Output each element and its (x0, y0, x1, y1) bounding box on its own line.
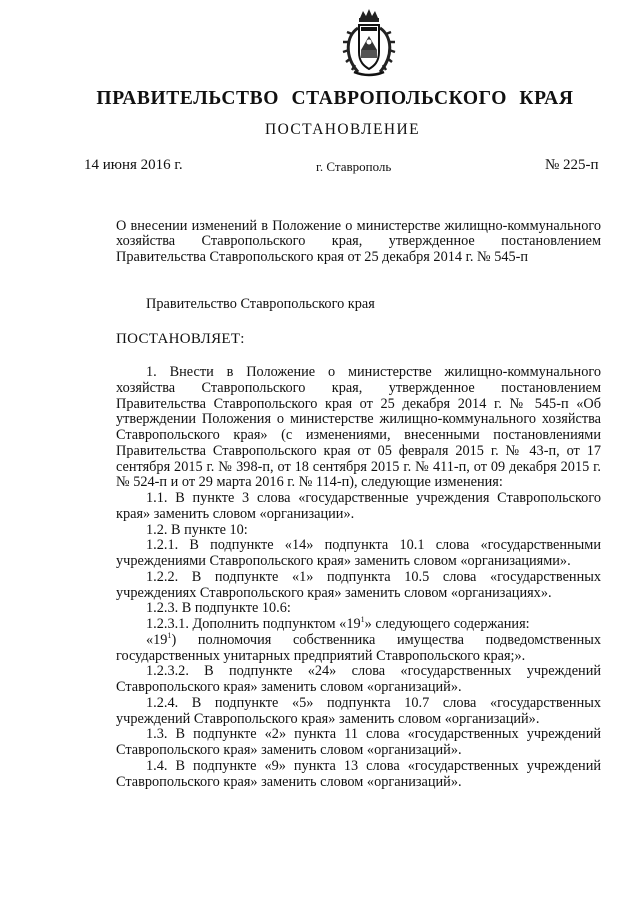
preamble: Правительство Ставропольского края (146, 296, 375, 312)
stavropol-coat-of-arms-icon (340, 8, 398, 78)
document-body (116, 365, 601, 790)
paragraph-1-2: 1.2. В пункте 10: (146, 521, 248, 538)
paragraph-1-2-3: 1.2.3. В подпункте 10.6: (146, 600, 291, 617)
paragraph-1-3: 1.3. В подпункте «2» пункта 11 слова «государственных учреждений Ставропольского края» заменить словом «организаций». (116, 726, 601, 758)
paragraph-1-2-4: 1.2.4. В подпункте «5» подпункта 10.7 слова «государственных учреждений Ставропольского края» заменить словом «организаций». (116, 694, 601, 727)
document-city: г. Ставрополь (316, 159, 392, 174)
paragraph-1-1: 1.1. В пункте 3 слова «государственные учреждения Ставропольского края» заменить словом «организации». (116, 490, 601, 522)
paragraph-1: 1. Внести в Положение о министерстве жилищно-коммунального хозяйства Ставропольского края, утвержденное постановлением Правительства Ставропольского края от 25 декабря 2014 г. № 545-п «Об утверждении Положения о министерстве жилищно-коммунального хозяйства Ставропольского края» (с изменениями, внесенными постановлениями Правительства Ставропольского края от 05 февраля 2015 г. № 43-п, от 17 сентября 2015 г. № 398-п, от 18 сентября 2015 г. № 411-п, от 09 декабря 2015 г. № 524-п и от 29 марта 2016 г. № 114-п), следующие изменения: (116, 364, 601, 491)
paragraph-1-2-1: 1.2.1. В подпункте «14» подпункта 10.1 слова «государственными учреждениями Ставропольского края» заменить словом «организациями». (116, 537, 601, 569)
paragraph-1-4: 1.4. В подпункте «9» пункта 13 слова «государственных учреждений Ставропольского края» заменить словом «организаций». (116, 757, 601, 790)
decree-heading: ПОСТАНОВЛЯЕТ: (116, 331, 245, 347)
document-subject: О внесении изменений в Положение о министерстве жилищно-коммунального хозяйства Ставропольского края, утвержденное постановлением Правительства Ставропольского края от 25 декабря 2014 г. № 545-п (116, 218, 601, 265)
document-type: ПОСТАНОВЛЕНИЕ (265, 121, 420, 138)
paragraph-1-2-2: 1.2.2. В подпункте «1» подпункта 10.5 слова «государственных учреждениях Ставропольского края» заменить словом «организациях». (116, 568, 601, 601)
quoted-subparagraph: «$19^1$) полномочия собственника имущества подведомственных государственных унитарных предприятий Ставропольского края;». (116, 630, 601, 664)
paragraph-1-2-3-2: 1.2.3.2. В подпункте «24» слова «государственных учреждений Ставропольского края» заменить словом «организаций». (116, 663, 601, 695)
paragraph-1-2-3-1: 1.2.3.1. Дополнить подпунктом «$19^1$» следующего содержания: (146, 615, 530, 632)
document-date: 14 июня 2016 г. (84, 157, 183, 173)
document-number: № 225-п (545, 157, 599, 173)
government-title: ПРАВИТЕЛЬСТВО СТАВРОПОЛЬСКОГО КРАЯ (96, 88, 574, 109)
